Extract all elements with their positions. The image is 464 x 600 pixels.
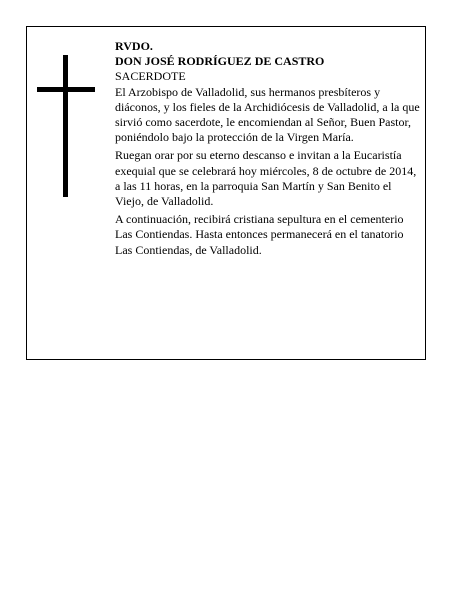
cross-icon <box>37 55 95 197</box>
cross-horizontal-bar <box>37 87 95 92</box>
title-honorific: RVDO. <box>115 39 153 53</box>
paragraph-burial: A continuación, recibirá cristiana sepultura en el cementerio Las Contiendas. Hasta entonces permanecerá en el tanatorio Las Contiendas, de Valladolid. <box>115 212 404 257</box>
obituary-notice <box>26 26 426 360</box>
deceased-role: SACERDOTE <box>115 69 186 84</box>
paragraph-announcement: El Arzobispo de Valladolid, sus hermanos presbíteros y diáconos, y los fieles de la Archidiócesis de Valladolid, a la que sirvió como sacerdote, le encomiendan al Señor, Buen Pastor, poniéndolo bajo la protección de la Virgen María. <box>115 84 420 145</box>
cross-vertical-bar <box>63 55 68 197</box>
notice-text <box>115 39 421 261</box>
deceased-name: DON JOSÉ RODRÍGUEZ DE CASTRO <box>115 54 325 69</box>
paragraph-funeral-mass: Ruegan orar por su eterno descanso e invitan a la Eucaristía exequial que se celebrará hoy miércoles, 8 de octubre de 2014, a las 11 horas, en la parroquia San Martín y San Benito el Viejo, de Valladolid. <box>115 148 417 209</box>
